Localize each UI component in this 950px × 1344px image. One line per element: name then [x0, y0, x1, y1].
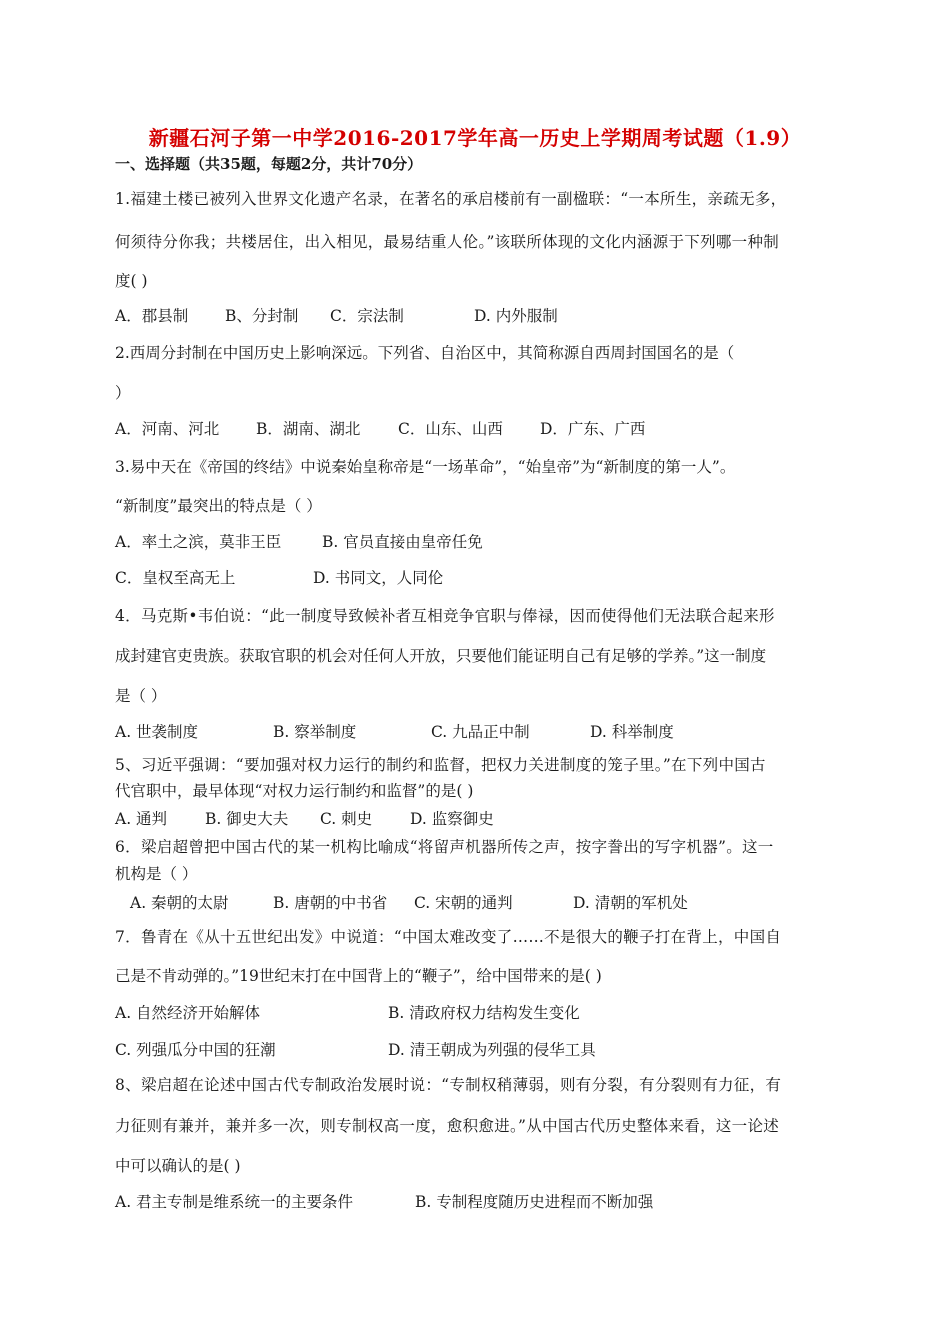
question-2-option-d: D．广东、广西 [540, 420, 646, 438]
question-6-option-d: D. 清朝的军机处 [573, 894, 688, 912]
question-1-option-c: C．宗法制 [330, 307, 404, 325]
question-5-option-b: B. 御史大夫 [205, 810, 289, 828]
question-1-option-d: D. 内外服制 [474, 307, 558, 325]
question-3-text: 3.易中天在《帝国的终结》中说秦始皇称帝是“一场革命”，“始皇帝”为“新制度的第一人”。 [115, 458, 736, 476]
question-7-option-b: B. 清政府权力结构发生变化 [388, 1004, 580, 1022]
question-7-option-c: C. 列强瓜分中国的狂潮 [115, 1041, 276, 1059]
page-title: 新疆石河子第一中学2016-2017学年高一历史上学期周考试题（1.9） [148, 126, 802, 150]
question-7-option-a: A. 自然经济开始解体 [115, 1004, 261, 1022]
question-1-text: 度( ) [115, 272, 148, 290]
question-5-option-d: D. 监察御史 [410, 810, 494, 828]
question-1-text: 1.福建土楼已被列入世界文化遗产名录，在著名的承启楼前有一副楹联：“一本所生，亲疏无多， [115, 190, 787, 208]
question-7-text: 7．鲁青在《从十五世纪出发》中说道：“中国太难改变了……不是很大的鞭子打在背上，中国自 [115, 928, 782, 946]
question-4-text: 4．马克斯•韦伯说：“此一制度导致候补者互相竞争官职与俸禄，因而使得他们无法联合起来形 [115, 607, 775, 625]
question-2-text: 2.西周分封制在中国历史上影响深远。下列省、自治区中，其简称源自西周封国国名的是（ [115, 344, 735, 362]
question-8-text: 中可以确认的是( ) [115, 1157, 241, 1175]
question-8-option-b: B. 专制程度随历史进程而不断加强 [415, 1193, 654, 1211]
question-1-option-b: B、分封制 [225, 307, 299, 325]
question-6-text: 机构是（ ） [115, 865, 198, 883]
question-4-option-b: B. 察举制度 [273, 723, 357, 741]
question-4-text: 成封建官吏贵族。获取官职的机会对任何人开放，只要他们能证明自己有足够的学养。”这一制度 [115, 647, 767, 665]
question-1-text: 何须待分你我；共楼居住，出入相见，最易结重人伦。”该联所体现的文化内涵源于下列哪一种制 [115, 233, 780, 251]
section-heading: 一、选择题（共35题，每题2分，共计70分） [115, 155, 423, 173]
question-3-option-c: C．皇权至高无上 [115, 569, 236, 587]
question-6-option-b: B. 唐朝的中书省 [273, 894, 388, 912]
question-4-option-c: C. 九品正中制 [431, 723, 530, 741]
question-8-text: 8、梁启超在论述中国古代专制政治发展时说：“专制权稍薄弱，则有分裂，有分裂则有力征，有 [115, 1076, 782, 1094]
question-2-option-c: C．山东、山西 [398, 420, 503, 438]
question-3-option-b: B. 官员直接由皇帝任免 [322, 533, 483, 551]
question-4-text: 是（ ） [115, 687, 167, 705]
question-8-text: 力征则有兼并，兼并多一次，则专制权高一度，愈积愈进。”从中国古代历史整体来看，这一论述 [115, 1117, 780, 1135]
question-5-text: 代官职中，最早体现“对权力运行制约和监督”的是( ) [115, 782, 474, 800]
question-3-option-a: A．率土之滨，莫非王臣 [115, 533, 282, 551]
question-6-option-a: A. 秦朝的太尉 [130, 894, 229, 912]
question-5-option-c: C. 刺史 [320, 810, 373, 828]
question-6-text: 6．梁启超曾把中国古代的某一机构比喻成“将留声机器所传之声，按字誊出的写字机器”。这一 [115, 838, 774, 856]
question-6-option-c: C. 宋朝的通判 [414, 894, 513, 912]
question-8-option-a: A. 君主专制是维系统一的主要条件 [115, 1193, 354, 1211]
question-5-option-a: A. 通判 [115, 810, 168, 828]
question-2-option-b: B．湖南、湖北 [256, 420, 361, 438]
question-4-option-a: A. 世袭制度 [115, 723, 199, 741]
question-2-option-a: A．河南、河北 [115, 420, 220, 438]
question-3-text: “新制度”最突出的特点是（ ） [115, 497, 322, 515]
question-2-text: ） [115, 384, 131, 402]
question-3-option-d: D. 书同文，人同伦 [313, 569, 444, 587]
question-7-text: 己是不肯动弹的。”19世纪末打在中国背上的“鞭子”，给中国带来的是( ) [115, 967, 602, 985]
question-5-text: 5、习近平强调：“要加强对权力运行的制约和监督，把权力关进制度的笼子里。”在下列中国古 [115, 756, 766, 774]
question-7-option-d: D. 清王朝成为列强的侵华工具 [388, 1041, 596, 1059]
question-4-option-d: D. 科举制度 [590, 723, 674, 741]
question-1-option-a: A．郡县制 [115, 307, 189, 325]
